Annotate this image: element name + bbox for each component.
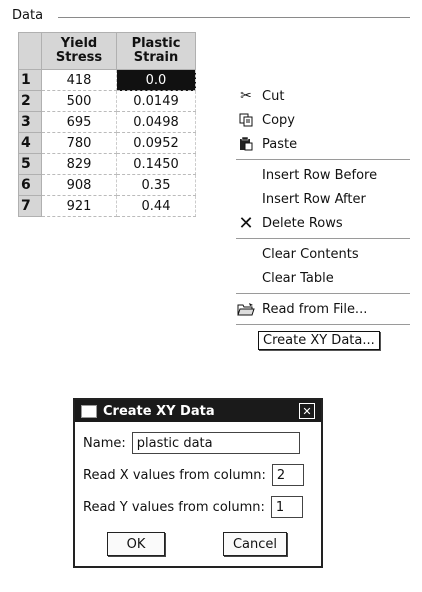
row-number[interactable]: 4 bbox=[19, 133, 42, 154]
menu-separator bbox=[236, 324, 410, 325]
menu-item-label: Cut bbox=[262, 88, 285, 104]
x-column-input[interactable]: 2 bbox=[272, 464, 304, 486]
row-number[interactable]: 1 bbox=[19, 70, 42, 91]
table-row bbox=[19, 196, 196, 217]
row-number[interactable]: 5 bbox=[19, 154, 42, 175]
menu-separator bbox=[236, 293, 410, 294]
table-cell[interactable]: 0.0952 bbox=[117, 133, 196, 154]
menu-item-label: Clear Contents bbox=[262, 246, 359, 262]
menu-item-clear-table[interactable] bbox=[236, 266, 410, 290]
column-header-label: Yield Stress bbox=[55, 36, 103, 65]
table-row bbox=[19, 175, 196, 196]
menu-item-label: Insert Row Before bbox=[262, 167, 378, 183]
table-row bbox=[19, 112, 196, 133]
table-cell[interactable]: 908 bbox=[42, 175, 117, 196]
menu-item-label: Delete Rows bbox=[262, 215, 343, 231]
menu-item-label: Paste bbox=[262, 136, 298, 152]
column-header-label: Plastic Strain bbox=[131, 36, 181, 65]
dialog-title: Create XY Data bbox=[103, 403, 215, 419]
menu-item-copy[interactable] bbox=[236, 108, 410, 132]
menu-separator bbox=[236, 238, 410, 239]
scissors-icon: ✂ bbox=[240, 88, 252, 104]
table-cell[interactable]: 500 bbox=[42, 91, 117, 112]
row-number[interactable]: 7 bbox=[19, 196, 42, 217]
table-row bbox=[19, 91, 196, 112]
name-label: Name: bbox=[83, 435, 126, 451]
menu-item-label: Read from File... bbox=[262, 301, 368, 317]
menu-item-label: Create XY Data... bbox=[258, 331, 380, 350]
data-group-title: Data bbox=[12, 8, 47, 23]
y-column-row bbox=[83, 496, 303, 518]
cancel-button[interactable]: Cancel bbox=[223, 532, 287, 556]
table-row bbox=[19, 133, 196, 154]
table-cell[interactable]: 0.0149 bbox=[117, 91, 196, 112]
paste-icon bbox=[236, 137, 256, 151]
open-folder-icon bbox=[236, 302, 256, 316]
y-column-label: Read Y values from column: bbox=[83, 499, 265, 515]
column-header-plastic-strain[interactable] bbox=[117, 33, 196, 70]
table-cell[interactable]: 829 bbox=[42, 154, 117, 175]
menu-item-label: Clear Table bbox=[262, 270, 334, 286]
close-icon[interactable]: ✕ bbox=[299, 403, 315, 419]
menu-item-insert-row-before[interactable] bbox=[236, 163, 410, 187]
x-column-row bbox=[83, 464, 304, 486]
table-cell[interactable]: 0.1450 bbox=[117, 154, 196, 175]
menu-item-clear-contents[interactable] bbox=[236, 242, 410, 266]
name-input[interactable]: plastic data bbox=[132, 432, 300, 454]
menu-item-insert-row-after[interactable] bbox=[236, 187, 410, 211]
table-cell[interactable]: 0.35 bbox=[117, 175, 196, 196]
row-number[interactable]: 6 bbox=[19, 175, 42, 196]
menu-separator bbox=[236, 159, 410, 160]
create-xy-data-dialog bbox=[73, 398, 323, 568]
menu-item-cut[interactable] bbox=[236, 84, 410, 108]
x-column-label: Read X values from column: bbox=[83, 467, 266, 483]
ok-button[interactable]: OK bbox=[107, 532, 165, 556]
table-cell[interactable]: 0.44 bbox=[117, 196, 196, 217]
dialog-titlebar[interactable] bbox=[75, 400, 321, 422]
menu-item-paste[interactable] bbox=[236, 132, 410, 156]
menu-item-label: Insert Row After bbox=[262, 191, 366, 207]
window-icon bbox=[81, 405, 97, 418]
menu-item-label: Copy bbox=[262, 112, 295, 128]
menu-item-read-from-file[interactable] bbox=[236, 297, 410, 321]
table-cell-selected[interactable]: 0.0 bbox=[117, 70, 196, 91]
table-corner bbox=[19, 33, 42, 70]
row-number[interactable]: 2 bbox=[19, 91, 42, 112]
delete-x-icon: ✕ bbox=[238, 212, 254, 234]
copy-icon bbox=[236, 113, 256, 127]
data-table bbox=[18, 32, 196, 217]
table-cell[interactable]: 780 bbox=[42, 133, 117, 154]
table-cell[interactable]: 0.0498 bbox=[117, 112, 196, 133]
row-number[interactable]: 3 bbox=[19, 112, 42, 133]
menu-item-delete-rows[interactable] bbox=[236, 211, 410, 235]
group-divider bbox=[58, 17, 410, 18]
menu-item-create-xy-data[interactable] bbox=[236, 328, 410, 352]
name-row bbox=[83, 432, 300, 454]
y-column-input[interactable]: 1 bbox=[271, 496, 303, 518]
table-row bbox=[19, 154, 196, 175]
table-row bbox=[19, 70, 196, 91]
column-header-yield-stress[interactable] bbox=[42, 33, 117, 70]
context-menu bbox=[236, 84, 410, 352]
table-cell[interactable]: 695 bbox=[42, 112, 117, 133]
table-cell[interactable]: 921 bbox=[42, 196, 117, 217]
table-cell[interactable]: 418 bbox=[42, 70, 117, 91]
